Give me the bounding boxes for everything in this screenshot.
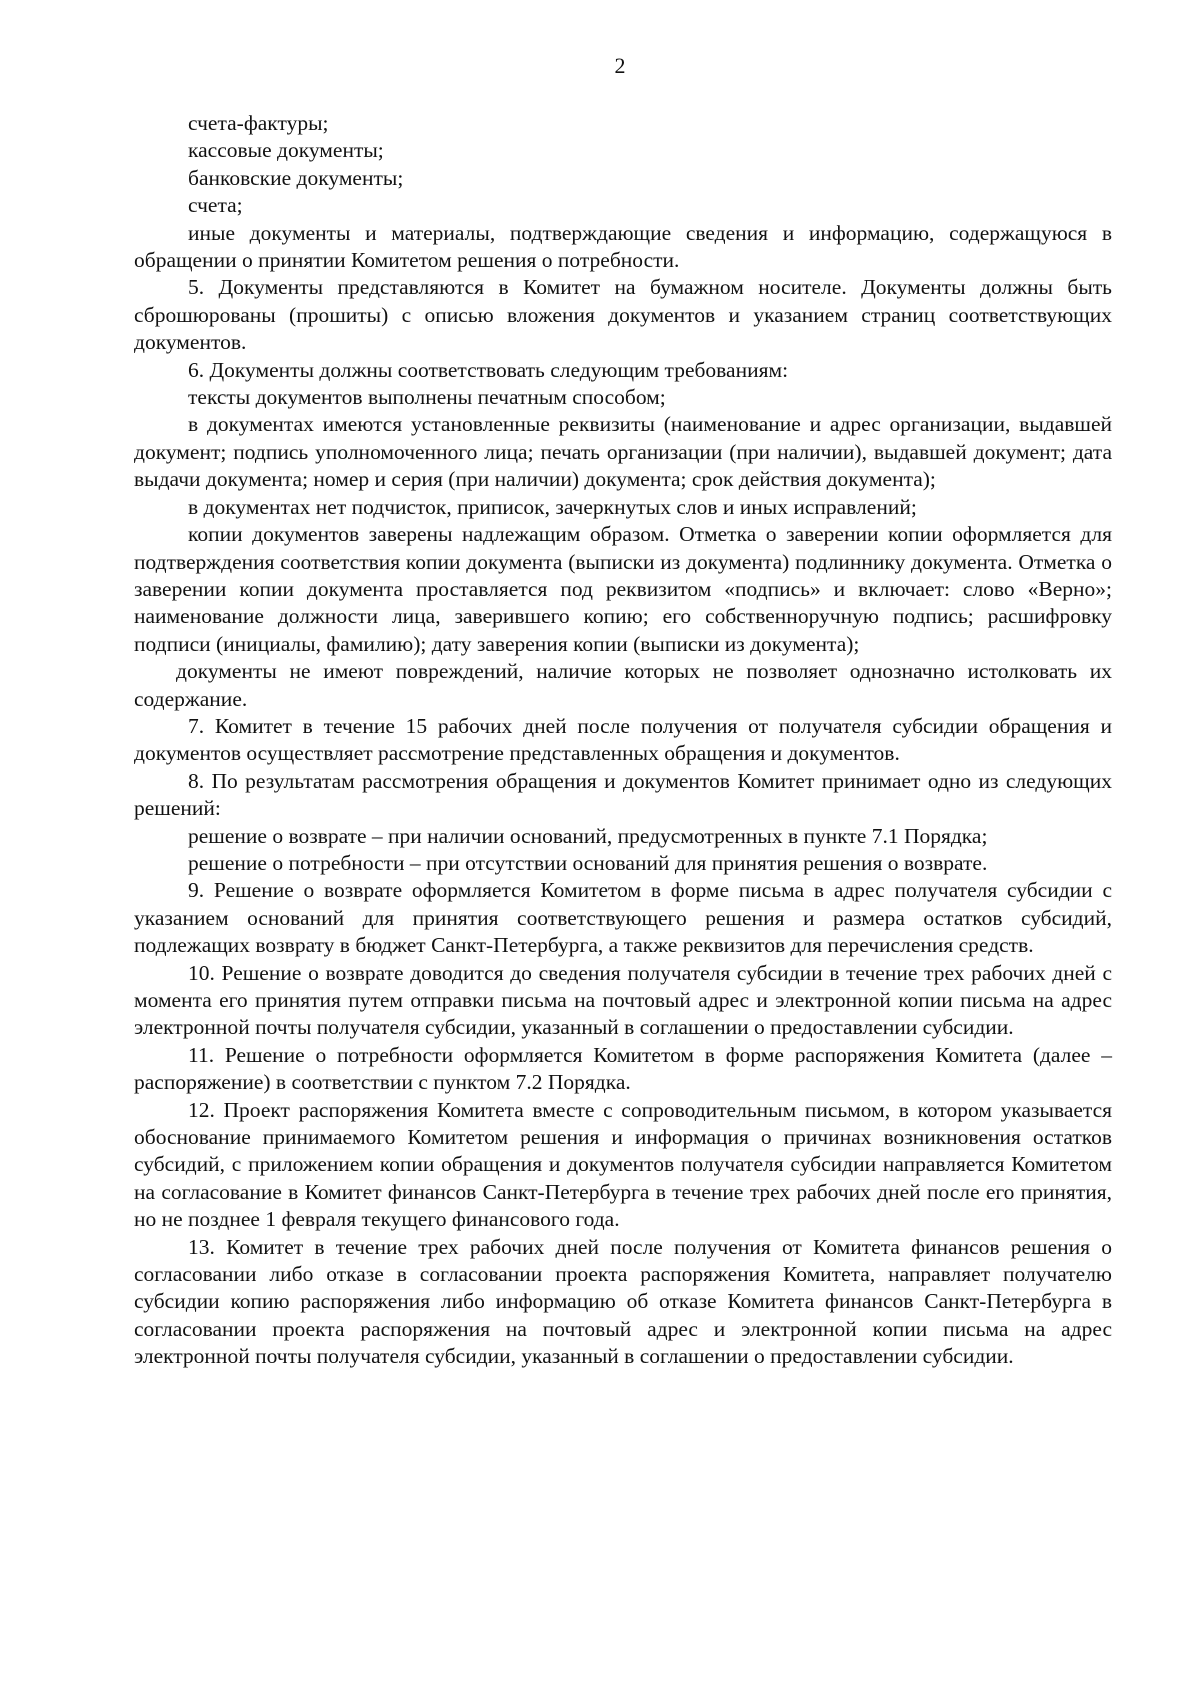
paragraph-other-documents: иные документы и материалы, подтверждающие сведения и информацию, содержащуюся в обращении о принятии Комитетом решения о потребности. bbox=[134, 220, 1112, 273]
paragraph-item-5: 5. Документы представляются в Комитет на бумажном носителе. Документы должны быть сброшюрованы (прошиты) с описью вложения документов и указанием страниц соответствующих документов. bbox=[134, 275, 1112, 355]
paragraph-no-corrections: в документах нет подчисток, приписок, зачеркнутых слов и иных исправлений; bbox=[188, 494, 917, 519]
paragraph-decision-need: решение о потребности – при отсутствии оснований для принятия решения о возврате. bbox=[188, 850, 988, 875]
paragraph-invoices: счета-фактуры; bbox=[188, 111, 329, 135]
paragraph-item-6: 6. Документы должны соответствовать следующим требованиям: bbox=[188, 357, 789, 382]
paragraph-printed-texts: тексты документов выполнены печатным способом; bbox=[188, 385, 666, 410]
paragraph-item-7: 7. Комитет в течение 15 рабочих дней после получения от получателя субсидии обращения и документов осуществляет рассмотрение представленных обращения и документов. bbox=[134, 713, 1112, 766]
paragraph-requisites: в документах имеются установленные реквизиты (наименование и адрес организации, выдавшей документ; подпись уполномоченного лица; печать организации (при наличии), выдавшей документ; дата выдачи документа; номер и серия (при наличии) документа; срок действия документа); bbox=[134, 412, 1112, 492]
paragraph-bank-documents: банковские документы; bbox=[188, 165, 404, 190]
document-body bbox=[134, 110, 1112, 1371]
paragraph-item-12: 12. Проект распоряжения Комитета вместе с сопроводительным письмом, в котором указывается обоснование принимаемого Комитетом решения и информация о причинах возникновения остатков субсидий, с приложением копии обращения и документов получателя субсидии направляется Комитетом на согласование в Комитет финансов Санкт-Петербурга в течение трех рабочих дней после его принятия, но не позднее 1 февраля текущего финансового года. bbox=[134, 1097, 1112, 1232]
paragraph-cash-documents: кассовые документы; bbox=[188, 138, 384, 163]
paragraph-item-9: 9. Решение о возврате оформляется Комитетом в форме письма в адрес получателя субсидии с указанием оснований для принятия соответствующего решения и размера остатков субсидий, подлежащих возврату в бюджет Санкт-Петербурга, а также реквизитов для перечисления средств. bbox=[134, 878, 1112, 958]
paragraph-item-11: 11. Решение о потребности оформляется Комитетом в форме распоряжения Комитета (далее – распоряжение) в соответствии с пунктом 7.2 Порядка. bbox=[134, 1042, 1112, 1095]
paragraph-item-8: 8. По результатам рассмотрения обращения и документов Комитет принимает одно из следующих решений: bbox=[134, 768, 1112, 821]
paragraph-certified-copies: копии документов заверены надлежащим образом. Отметка о заверении копии оформляется для подтверждения соответствия копии документа (выписки из документа) подлиннику документа. Отметка о заверении копии документа проставляется под реквизитом «подпись» и включает: слово «Верно»; наименование должности лица, заверившего копию; его собственноручную подпись; расшифровку подписи (инициалы, фамилию); дату заверения копии (выписки из документа); bbox=[134, 522, 1112, 656]
paragraph-item-13: 13. Комитет в течение трех рабочих дней после получения от Комитета финансов решения о согласовании либо отказе в согласовании проекта распоряжения Комитета, направляет получателю субсидии копию распоряжения либо информацию об отказе Комитета финансов Санкт-Петербурга в согласовании проекта распоряжения на почтовый адрес и электронной копии письма на адрес электронной почты получателя субсидии, указанный в соглашении о предоставлении субсидии. bbox=[134, 1234, 1112, 1369]
page-number: 2 bbox=[614, 53, 626, 78]
paragraph-no-damage: документы не имеют повреждений, наличие которых не позволяет однозначно истолковать их содержание. bbox=[134, 659, 1112, 711]
paragraph-decision-return: решение о возврате – при наличии оснований, предусмотренных в пункте 7.1 Порядка; bbox=[188, 823, 988, 848]
paragraph-bills: счета; bbox=[188, 193, 243, 218]
paragraph-item-10: 10. Решение о возврате доводится до сведения получателя субсидии в течение трех рабочих дней с момента его принятия путем отправки письма на почтовый адрес и электронной копии письма на адрес электронной почты получателя субсидии, указанный в соглашении о предоставлении субсидии. bbox=[134, 960, 1112, 1040]
